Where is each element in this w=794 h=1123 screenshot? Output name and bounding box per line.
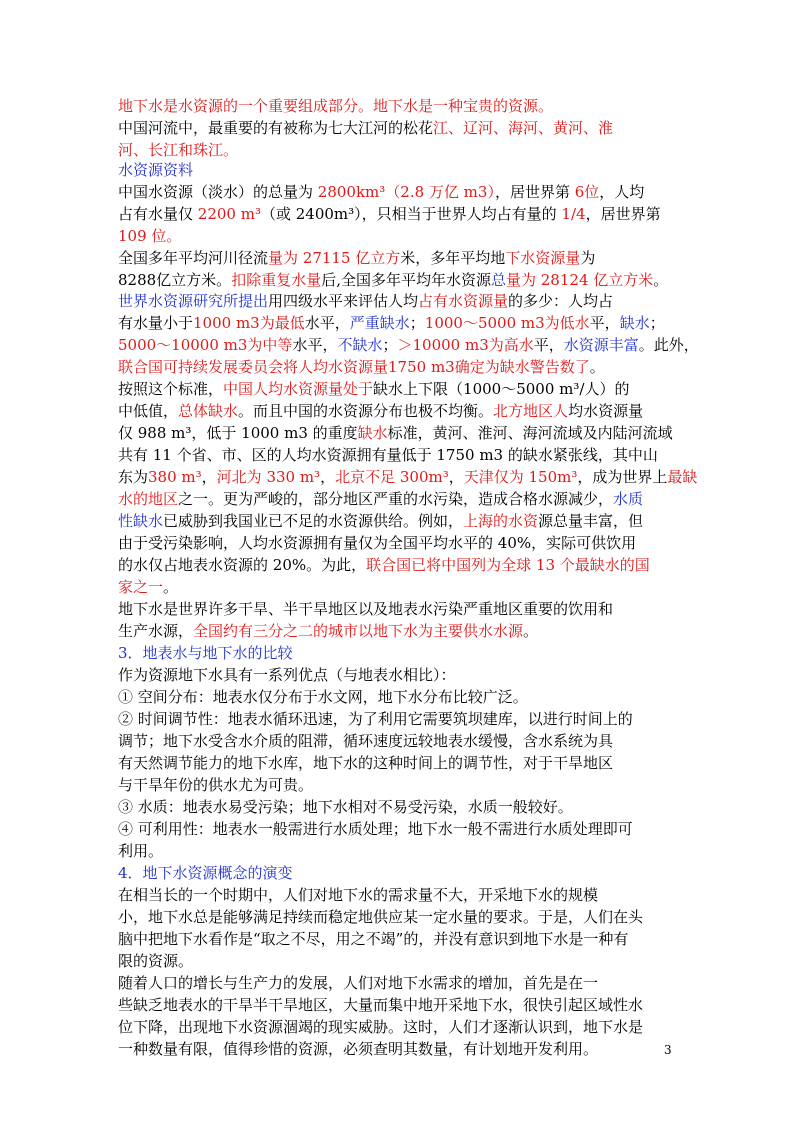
text-run: ，居世界第 <box>494 183 575 201</box>
text-line <box>118 117 678 139</box>
text-run: 家之一 <box>118 578 164 596</box>
text-run: 水的地区 <box>118 490 179 508</box>
text-run: 总 <box>490 271 506 289</box>
text-run: 3．地表水与地下水的比较 <box>118 644 293 662</box>
text-run: ， <box>201 468 217 486</box>
text-line <box>118 312 678 334</box>
text-run: 用四级水平来评估人均 <box>268 292 419 310</box>
text-run: 随着人口的增长与生产力的发展，人们对地下水需求的增加，首先是在一 <box>118 974 599 992</box>
text-run: 地下水是水资源的一个重要组成部分。地下水是一种宝贵的资源。 <box>118 97 554 115</box>
text-line <box>118 95 678 117</box>
text-run: 脑中把地下水看作是“取之不尽，用之不竭”的，并没有意识到地下水是一种有 <box>118 930 629 948</box>
text-line <box>118 488 678 510</box>
text-run: 水资源资料 <box>118 161 194 179</box>
text-run: 。 <box>653 271 669 289</box>
text-run: 1000 m3为最低 <box>193 314 305 332</box>
text-line <box>118 532 678 554</box>
text-line <box>118 620 678 642</box>
text-line <box>118 1038 678 1060</box>
text-line <box>118 598 678 620</box>
text-run: 中国人均水资源量处于 <box>223 380 374 398</box>
text-run: ① 空间分布：地表水仅分布于水文网，地下水分布比较广泛。 <box>118 688 528 706</box>
text-line <box>118 139 678 161</box>
page-number: 3 <box>664 1043 672 1057</box>
text-line <box>118 686 678 708</box>
text-run: 调节；地下水受含水介质的阻滞，循环速度远较地表水缓慢，含水系统为具 <box>118 732 614 750</box>
text-line <box>118 444 678 466</box>
text-run: 占有水资源量 <box>418 292 509 310</box>
text-run: 河、长江和珠江。 <box>118 141 239 159</box>
text-run: 与干旱年份的供水尤为可贵。 <box>118 776 314 794</box>
text-run: 中国水资源（淡水）的总量为 <box>118 183 318 201</box>
text-line <box>118 906 678 928</box>
text-run: 1000～5000 m3为低水 <box>424 314 590 332</box>
text-run: 全国约有三分之二的城市以地下水为主要供水水源 <box>193 622 524 640</box>
text-line <box>118 862 678 884</box>
text-run: 4．地下水资源概念的演变 <box>118 864 293 882</box>
text-run: 平， <box>533 336 564 354</box>
text-run: 后,全国多年平均年水资源 <box>321 271 491 289</box>
text-run: 最缺 <box>667 468 698 486</box>
text-run: 109 位。 <box>118 227 182 245</box>
text-run: 占有水量仅 <box>118 205 198 223</box>
text-run: ， <box>320 468 336 486</box>
text-run: ； <box>382 336 398 354</box>
text-run: 位下降，出现地下水资源涸竭的现实威胁。这时，人们才逐渐认识到，地下水是 <box>118 1018 644 1036</box>
text-run: 河北为 330 m³ <box>216 468 321 486</box>
text-run: ③ 水质：地表水易受污染；地下水相对不易受污染，水质一般较好。 <box>118 798 573 816</box>
text-run: 在相当长的一个时期中，人们对地下水的需求量不大，开采地下水的规模 <box>118 886 599 904</box>
text-line <box>118 994 678 1016</box>
text-line <box>118 290 678 312</box>
text-line <box>118 884 678 906</box>
text-line <box>118 334 699 356</box>
text-run: 8288亿立方米。 <box>118 271 232 289</box>
text-run: ② 时间调节性：地表水循环迅速，为了利用它需要筑坝建库，以进行时间上的 <box>118 710 633 728</box>
text-run: 些缺乏地表水的干旱半干旱地区，大量而集中地开采地下水，很快引起区域性水 <box>118 996 644 1014</box>
text-run: 共有 11 个省、市、区的人均水资源拥有量低于 1750 m3 的缺水紧张线，其中山 <box>118 446 658 464</box>
text-line <box>118 774 678 796</box>
text-run: 的多少：人均占 <box>508 292 614 310</box>
text-run: 不缺水 <box>337 336 383 354</box>
text-run: 北京不足 300m³ <box>335 468 449 486</box>
text-run: 380 m³ <box>148 468 202 486</box>
text-line <box>118 972 678 994</box>
text-run: 2800km³（2.8 万亿 m3） <box>317 183 495 201</box>
text-line <box>118 730 678 752</box>
text-line <box>118 840 678 862</box>
text-run: 东为 <box>118 468 149 486</box>
text-run: 江、辽河、海河、黄河、淮 <box>433 119 614 137</box>
text-line <box>118 159 678 181</box>
text-line <box>118 796 678 818</box>
text-line <box>118 642 678 664</box>
text-run: 天津仅为 150m³ <box>463 468 578 486</box>
text-run: ，居世界第 <box>585 205 661 223</box>
text-run: 。而且中国的水资源分布也极不均衡。 <box>238 402 494 420</box>
text-run: 量为 27115 亿立方 <box>268 249 401 267</box>
text-line <box>118 708 678 730</box>
text-line <box>118 247 678 269</box>
text-run: ＞10000 m3为高水 <box>397 336 534 354</box>
text-run: 2200 m³ <box>197 205 261 223</box>
text-run: ； <box>409 314 425 332</box>
text-line <box>118 181 678 203</box>
text-run: ，成为世界上 <box>577 468 668 486</box>
text-run: 由于受污染影响，人均水资源拥有量仅为全国平均水平的 40%，实际可供饮用 <box>118 534 637 552</box>
text-run: 源总量丰富，但 <box>538 512 644 530</box>
text-run: 严重缺水 <box>349 314 410 332</box>
text-run: 缺水 <box>357 424 388 442</box>
text-run: ，人均 <box>599 183 645 201</box>
text-run: 米，多年平均地 <box>400 249 506 267</box>
text-line <box>118 203 678 225</box>
text-run: 小，地下水总是能够满足持续而稳定地供应某一定水量的要求。于是，人们在头 <box>118 908 644 926</box>
text-line <box>118 576 678 598</box>
text-run: 。 <box>163 578 179 596</box>
text-run: 有水量小于 <box>118 314 194 332</box>
text-run: 缺水上下限（1000～5000 m³/人）的 <box>373 380 630 398</box>
text-run: 下水资源量 <box>505 249 581 267</box>
text-run: ； <box>649 314 665 332</box>
text-line <box>118 466 698 488</box>
text-line <box>118 554 678 576</box>
text-run: 平， <box>589 314 620 332</box>
text-run: 5000～10000 m3为中等 <box>118 336 293 354</box>
text-run: 联合国可持续发展委员会将人均水资源量1750 m3确定为缺水警告数了 <box>118 358 590 376</box>
text-run: 6位 <box>574 183 600 201</box>
text-line <box>118 950 678 972</box>
text-run: ， <box>448 468 464 486</box>
text-run: 按照这个标准， <box>118 380 224 398</box>
text-run: 水平， <box>304 314 350 332</box>
text-run: 利用。 <box>118 842 164 860</box>
text-run: 性缺水 <box>118 512 164 530</box>
text-run: 地下水是世界许多干旱、半干旱地区以及地表水污染严重地区重要的饮用和 <box>118 600 614 618</box>
text-line <box>118 378 678 400</box>
text-run: 作为资源地下水具有一系列优点（与地表水相比）： <box>118 666 456 684</box>
text-run: 水质 <box>613 490 644 508</box>
text-line <box>118 818 678 840</box>
text-line <box>118 225 678 247</box>
text-run: 全国多年平均河川径流 <box>118 249 269 267</box>
text-run: 限的资源。 <box>118 952 194 970</box>
text-line <box>118 1016 678 1038</box>
text-run: （或 2400m³），只相当于世界人均占有量的 <box>260 205 562 223</box>
text-line <box>118 664 678 686</box>
text-line <box>118 356 678 378</box>
text-line <box>118 269 678 291</box>
text-run: 扣除重复水量 <box>231 271 322 289</box>
text-line <box>118 928 678 950</box>
text-run: 已威胁到我国业已不足的水资源供给。例如， <box>163 512 464 530</box>
text-run: 标准，黄河、淮河、海河流域及内陆河流域 <box>387 424 673 442</box>
text-run: 水资源丰富 <box>563 336 639 354</box>
text-run: 。此外， <box>638 336 699 354</box>
text-run: 的水仅占地表水资源的 20%。为此， <box>118 556 367 574</box>
text-run: 生产水源， <box>118 622 194 640</box>
text-run: 有天然调节能力的地下水库，地下水的这种时间上的调节性，对于干旱地区 <box>118 754 614 772</box>
text-run: 仅 988 m³，低于 1000 m3 的重度 <box>118 424 358 442</box>
text-run: 上海的水资 <box>463 512 539 530</box>
text-run: 世界水资源研究所提出 <box>118 292 269 310</box>
text-run: ④ 可利用性：地表水一般需进行水质处理；地下水一般不需进行水质处理即可 <box>118 820 633 838</box>
text-line <box>118 400 678 422</box>
text-run: 1/4 <box>561 205 586 223</box>
text-run: 一种数量有限，值得珍惜的资源，必须查明其数量，有计划地开发利用。 <box>118 1040 599 1058</box>
text-run: 总体缺水 <box>178 402 239 420</box>
text-line <box>118 422 678 444</box>
text-run: 北方地区人 <box>493 402 569 420</box>
text-run: 缺水 <box>619 314 650 332</box>
text-run: 水平， <box>292 336 338 354</box>
text-line <box>118 510 678 532</box>
text-run: 。 <box>589 358 605 376</box>
text-run: 联合国已将中国列为全球 13 个最缺水的国 <box>366 556 650 574</box>
text-run: 为 <box>580 249 596 267</box>
text-run: 之一。更为严峻的，部分地区严重的水污染，造成合格水源减少， <box>178 490 614 508</box>
text-line <box>118 752 678 774</box>
text-run: 量为 28124 亿立方米 <box>506 271 654 289</box>
text-run: 中低值， <box>118 402 179 420</box>
text-run: 中国河流中，最重要的有被称为七大江河的松花 <box>118 119 434 137</box>
text-run: 。 <box>523 622 539 640</box>
text-run: 均水资源量 <box>568 402 644 420</box>
